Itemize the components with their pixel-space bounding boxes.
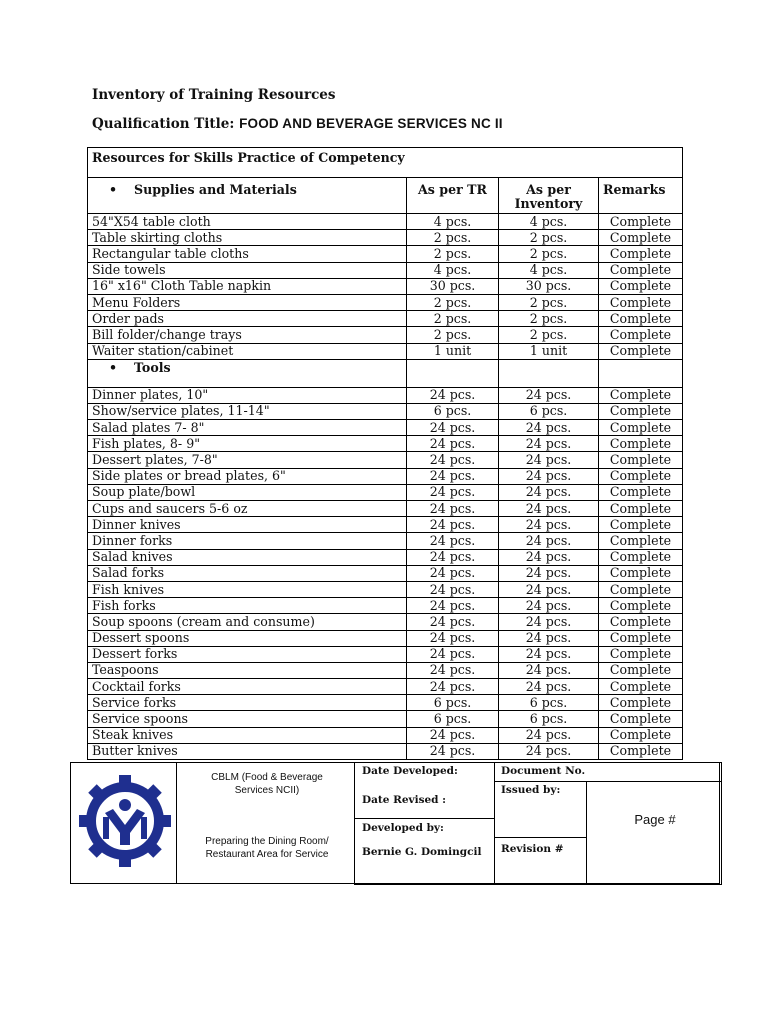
qty-as-per-inventory: 24 pcs. [499,452,599,468]
item-name: Salad plates 7- 8" [88,420,407,436]
remarks-value: Complete [599,711,683,727]
remarks-value: Complete [599,420,683,436]
qty-as-per-inventory: 2 pcs. [499,311,599,327]
table-row [88,294,683,310]
qty-as-per-tr: 24 pcs. [407,501,499,517]
qty-as-per-tr: 2 pcs. [407,327,499,343]
item-name: Fish plates, 8- 9" [88,436,407,452]
developed-by-label: Developed by: [362,822,444,834]
document-no-label: Document No. [501,765,586,777]
logo-cell [70,762,177,884]
remarks-value: Complete [599,262,683,278]
date-revised-label: Date Revised : [362,794,447,806]
qty-as-per-tr: 4 pcs. [407,262,499,278]
qty-as-per-tr: 24 pcs. [407,662,499,678]
tesda-gear-logo-icon [79,769,171,877]
qty-as-per-tr: 24 pcs. [407,468,499,484]
table-row [88,711,683,727]
table-row [88,420,683,436]
dates-cell [354,762,495,819]
qty-as-per-tr: 1 unit [407,343,499,359]
item-name: Dessert plates, 7-8" [88,452,407,468]
remarks-value: Complete [599,311,683,327]
qty-as-per-inventory: 24 pcs. [499,484,599,500]
page-label: Page # [634,812,676,827]
item-name: Show/service plates, 11-14" [88,403,407,419]
qty-as-per-inventory: 24 pcs. [499,581,599,597]
qty-as-per-tr: 24 pcs. [407,727,499,743]
qty-as-per-tr: 24 pcs. [407,420,499,436]
remarks-value: Complete [599,695,683,711]
item-name: Rectangular table cloths [88,246,407,262]
qty-as-per-inventory: 24 pcs. [499,630,599,646]
table-row [88,646,683,662]
remarks-value: Complete [599,581,683,597]
item-name: Fish forks [88,598,407,614]
table-row [88,484,683,500]
table-row [88,230,683,246]
qty-as-per-inventory: 24 pcs. [499,646,599,662]
item-name: 16" x16" Cloth Table napkin [88,278,407,294]
remarks-value: Complete [599,549,683,565]
revision-label: Revision # [501,843,564,855]
table-row [88,565,683,581]
table-row [88,662,683,678]
table-caption: Resources for Skills Practice of Competency [88,148,683,178]
qty-as-per-inventory: 24 pcs. [499,436,599,452]
qty-as-per-tr: 6 pcs. [407,403,499,419]
qty-as-per-tr: 24 pcs. [407,387,499,403]
qty-as-per-inventory: 24 pcs. [499,387,599,403]
inventory-table [87,147,683,760]
item-name: Soup spoons (cream and consume) [88,614,407,630]
inventory-table-body [88,148,683,760]
revision-cell [494,837,587,885]
qty-as-per-tr: 30 pcs. [407,278,499,294]
bullet-icon: • [108,182,118,197]
remarks-value: Complete [599,327,683,343]
section-header-row [88,178,683,214]
qty-as-per-tr: 24 pcs. [407,549,499,565]
qty-as-per-tr: 24 pcs. [407,484,499,500]
bullet-icon: • [108,359,118,375]
qualification-title [92,116,503,132]
table-row [88,630,683,646]
remarks-value: Complete [599,387,683,403]
qty-as-per-inventory: 6 pcs. [499,711,599,727]
page-cell [586,781,722,885]
table-row [88,598,683,614]
remarks-value: Complete [599,565,683,581]
remarks-value: Complete [599,533,683,549]
qty-as-per-inventory: 24 pcs. [499,517,599,533]
qty-as-per-inventory: 24 pcs. [499,565,599,581]
item-name: Dessert forks [88,646,407,662]
item-name: Dinner plates, 10" [88,387,407,403]
table-row [88,533,683,549]
qty-as-per-inventory: 24 pcs. [499,727,599,743]
qty-as-per-tr: 24 pcs. [407,679,499,695]
qty-as-per-inventory: 4 pcs. [499,214,599,230]
table-row [88,327,683,343]
qty-as-per-inventory: 24 pcs. [499,614,599,630]
qty-as-per-inventory: 6 pcs. [499,403,599,419]
remarks-value: Complete [599,501,683,517]
qty-as-per-inventory: 24 pcs. [499,662,599,678]
empty-cell [499,359,599,387]
item-name: Cups and saucers 5-6 oz [88,501,407,517]
qty-as-per-inventory: 24 pcs. [499,679,599,695]
qty-as-per-tr: 6 pcs. [407,695,499,711]
column-header-as-per-tr: As per TR [407,178,499,214]
item-name: Fish knives [88,581,407,597]
developer-cell [354,818,495,885]
qty-as-per-inventory: 24 pcs. [499,743,599,759]
table-row [88,501,683,517]
item-name: Table skirting cloths [88,230,407,246]
qty-as-per-tr: 2 pcs. [407,311,499,327]
item-name: Service forks [88,695,407,711]
table-row [88,679,683,695]
column-header-as-per-inventory: As per Inventory [499,178,599,214]
qty-as-per-tr: 24 pcs. [407,452,499,468]
table-row [88,743,683,759]
remarks-value: Complete [599,230,683,246]
table-caption-row [88,148,683,178]
remarks-value: Complete [599,662,683,678]
qty-as-per-tr: 2 pcs. [407,230,499,246]
table-row [88,343,683,359]
qty-as-per-tr: 24 pcs. [407,614,499,630]
qty-as-per-tr: 4 pcs. [407,214,499,230]
table-row [88,387,683,403]
item-name: Salad knives [88,549,407,565]
item-name: Steak knives [88,727,407,743]
remarks-value: Complete [599,630,683,646]
table-row [88,468,683,484]
table-row [88,262,683,278]
table-row [88,214,683,230]
remarks-value: Complete [599,484,683,500]
qty-as-per-inventory: 4 pcs. [499,262,599,278]
item-name: Order pads [88,311,407,327]
qualification-prefix: Qualification Title: [92,116,240,132]
table-row [88,614,683,630]
remarks-value: Complete [599,452,683,468]
item-name: Bill folder/change trays [88,327,407,343]
qty-as-per-tr: 6 pcs. [407,711,499,727]
item-name: Service spoons [88,711,407,727]
remarks-value: Complete [599,679,683,695]
qty-as-per-tr: 24 pcs. [407,533,499,549]
qty-as-per-inventory: 30 pcs. [499,278,599,294]
item-name: Butter knives [88,743,407,759]
qualification-name: FOOD AND BEVERAGE SERVICES NC II [239,116,503,131]
developer-name: Bernie G. Domingcil [362,846,482,858]
section-label [88,178,407,214]
qty-as-per-tr: 24 pcs. [407,517,499,533]
remarks-value: Complete [599,598,683,614]
qty-as-per-inventory: 24 pcs. [499,420,599,436]
remarks-value: Complete [599,517,683,533]
qty-as-per-tr: 24 pcs. [407,565,499,581]
table-row [88,695,683,711]
qty-as-per-inventory: 24 pcs. [499,468,599,484]
qty-as-per-inventory: 24 pcs. [499,501,599,517]
table-row [88,517,683,533]
item-name: Salad forks [88,565,407,581]
item-name: Side plates or bread plates, 6" [88,468,407,484]
section-label-text: Tools [134,359,171,375]
qty-as-per-inventory: 6 pcs. [499,695,599,711]
qty-as-per-inventory: 24 pcs. [499,533,599,549]
section-header-row [88,359,683,387]
qty-as-per-inventory: 2 pcs. [499,230,599,246]
qty-as-per-tr: 24 pcs. [407,646,499,662]
qty-as-per-inventory: 1 unit [499,343,599,359]
qty-as-per-inventory: 2 pcs. [499,327,599,343]
qty-as-per-inventory: 2 pcs. [499,246,599,262]
empty-cell [407,359,499,387]
qty-as-per-tr: 2 pcs. [407,246,499,262]
column-header-remarks: Remarks [599,178,683,214]
issued-by-label: Issued by: [501,784,561,796]
remarks-value: Complete [599,403,683,419]
remarks-value: Complete [599,743,683,759]
remarks-value: Complete [599,214,683,230]
cblm-line: CBLM (Food & Beverage Services NCII) [211,772,323,796]
table-row [88,452,683,468]
item-name: Side towels [88,262,407,278]
qty-as-per-tr: 24 pcs. [407,581,499,597]
item-name: Menu Folders [88,294,407,310]
item-name: 54"X54 table cloth [88,214,407,230]
item-name: Soup plate/bowl [88,484,407,500]
item-name: Dessert spoons [88,630,407,646]
module-info-cell [176,762,355,884]
table-row [88,403,683,419]
empty-cell [599,359,683,387]
item-name: Dinner forks [88,533,407,549]
qty-as-per-tr: 24 pcs. [407,630,499,646]
remarks-value: Complete [599,614,683,630]
remarks-value: Complete [599,278,683,294]
table-row [88,549,683,565]
section-label-text: Supplies and Materials [134,182,297,197]
item-name: Cocktail forks [88,679,407,695]
remarks-value: Complete [599,468,683,484]
remarks-value: Complete [599,294,683,310]
qty-as-per-inventory: 2 pcs. [499,294,599,310]
module-title: Preparing the Dining Room/ Restaurant Area for Service [205,836,329,860]
table-row [88,436,683,452]
remarks-value: Complete [599,246,683,262]
qty-as-per-tr: 24 pcs. [407,743,499,759]
table-row [88,311,683,327]
remarks-value: Complete [599,727,683,743]
issued-by-cell [494,781,587,838]
table-row [88,278,683,294]
table-row [88,581,683,597]
qty-as-per-tr: 24 pcs. [407,598,499,614]
qty-as-per-inventory: 24 pcs. [499,598,599,614]
document-no-cell [494,762,722,782]
item-name: Waiter station/cabinet [88,343,407,359]
item-name: Dinner knives [88,517,407,533]
table-row [88,246,683,262]
remarks-value: Complete [599,646,683,662]
remarks-value: Complete [599,343,683,359]
date-developed-label: Date Developed: [362,765,458,777]
document-title: Inventory of Training Resources [92,87,336,103]
qty-as-per-tr: 2 pcs. [407,294,499,310]
qty-as-per-inventory: 24 pcs. [499,549,599,565]
section-label [88,359,407,387]
document-footer [70,762,720,884]
table-row [88,727,683,743]
qty-as-per-tr: 24 pcs. [407,436,499,452]
item-name: Teaspoons [88,662,407,678]
remarks-value: Complete [599,436,683,452]
